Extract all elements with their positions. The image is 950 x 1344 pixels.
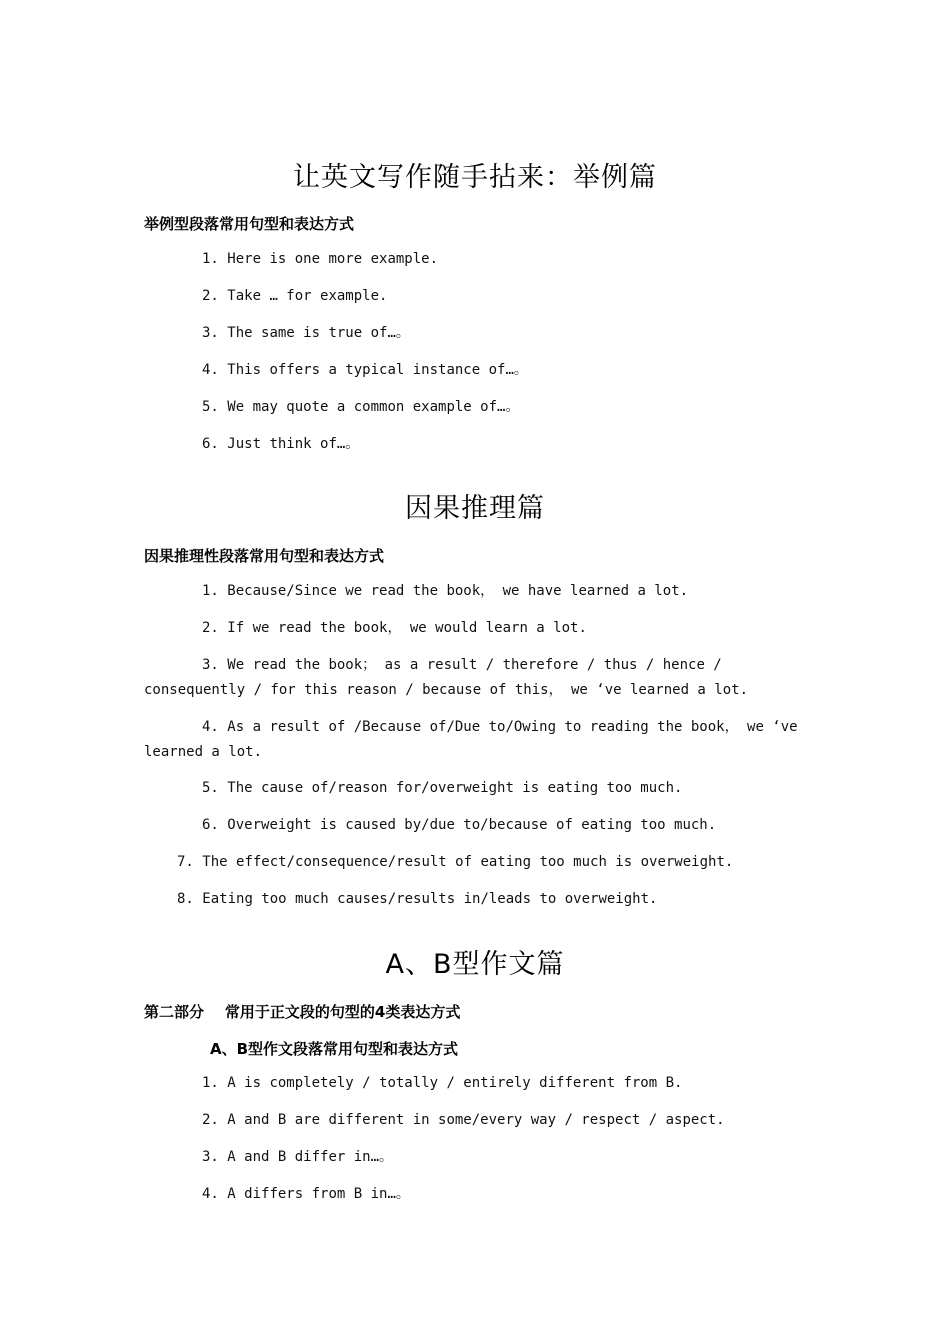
list-item: 2. A and B are different in some/every way / respect / aspect. [202, 1112, 725, 1128]
section-3-subheading: A、B型作文段落常用句型和表达方式 [210, 1040, 459, 1058]
list-item: 3. The same is true of…。 [202, 325, 410, 341]
section-2-title: 因果推理篇 [405, 493, 545, 524]
list-item: 1. A is completely / totally / entirely different from B. [202, 1075, 683, 1091]
list-item: 3. A and B differ in…。 [202, 1149, 394, 1165]
list-item: 2. If we read the book， we would learn a lot. [202, 620, 587, 636]
list-item: 2. Take … for example. [202, 288, 388, 304]
list-item: 5. The cause of/reason for/overweight is eating too much. [202, 780, 683, 796]
section-3-title: A、B型作文篇 [385, 949, 565, 980]
section-3-heading: 第二部分 常用于正文段的句型的4类表达方式 [144, 1003, 461, 1021]
list-item: 5. We may quote a common example of…。 [202, 399, 520, 415]
list-item: 1. Here is one more example. [202, 251, 439, 267]
section-1-heading: 举例型段落常用句型和表达方式 [144, 215, 355, 233]
list-item: 1. Because/Since we read the book， we have learned a lot. [202, 583, 689, 599]
list-item: 4. A differs from B in…。 [202, 1186, 410, 1202]
section-1-title: 让英文写作随手拈来：举例篇 [293, 162, 657, 193]
list-item: 6. Overweight is caused by/due to/because of eating too much. [202, 817, 717, 833]
list-item: 4. As a result of /Because of/Due to/Owing to reading the book， we ‘ve [202, 719, 798, 735]
list-item-continuation: consequently / for this reason / because of this， we ‘ve learned a lot. [144, 682, 749, 698]
list-item: 7. The effect/consequence/result of eating too much is overweight. [177, 854, 734, 870]
list-item: 3. We read the book； as a result / therefore / thus / hence / [202, 657, 722, 673]
list-item-continuation: learned a lot. [144, 744, 263, 760]
list-item: 4. This offers a typical instance of…。 [202, 362, 528, 378]
list-item: 8. Eating too much causes/results in/leads to overweight. [177, 891, 658, 907]
list-item: 6. Just think of…。 [202, 436, 360, 452]
section-2-heading: 因果推理性段落常用句型和表达方式 [144, 547, 385, 565]
